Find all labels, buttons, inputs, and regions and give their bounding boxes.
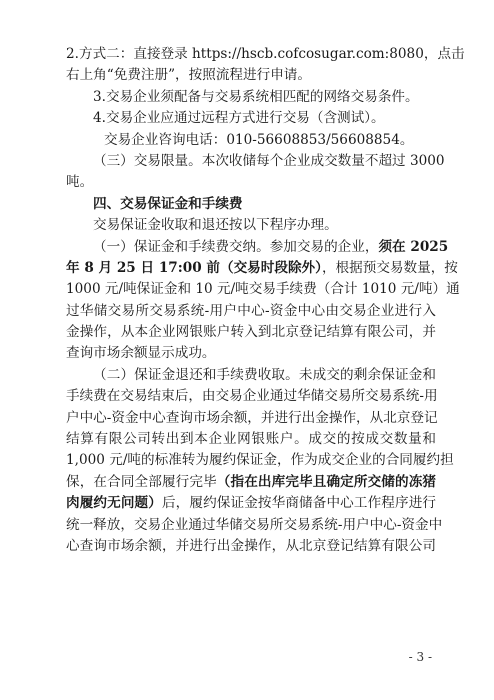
paragraph-line [66,237,449,258]
line-text: 保，在合同全部履行完毕 [66,473,217,490]
paragraph-line: 统一释放，交易企业通过华储交易所交易系统-用户中心-资金中 [66,516,443,533]
line-text: ，根据预交易数量，按 [321,259,458,276]
line-text: （一）保证金和手续费交纳。参加交易的企业， [93,238,379,255]
paragraph-line: 1,000 元/吨的标准转为履约保证金，作为成交企业的合同履约担 [66,452,454,469]
paragraph-line: 右上角“免费注册”，按照流程进行申请。 [66,67,311,84]
note-bold: 肉履约无问题） [66,495,162,512]
paragraph-line: 交易保证金收取和退还按以下程序办理。 [93,217,338,234]
paragraph-line [66,493,436,514]
paragraph-line: （三）交易限量。本次收储每个企业成交数量不超过 3000 [93,152,445,169]
page-number: - 3 - [408,650,432,664]
paragraph-line: （二）保证金退还和手续费收取。未成交的剩余保证金和 [93,366,436,383]
deadline-bold: 年 8 月 25 日 17:00 前（交易时段除外） [66,259,322,276]
paragraph-line: 金操作，从本企业网银账户转入到北京登记结算有限公司，并 [66,324,436,341]
paragraph-line [66,258,458,279]
line-text: 后，履约保证金按华商储备中心工作程序进行 [161,495,437,512]
note-bold: （指在出库完毕且确定所交储的冻猪 [216,473,437,490]
paragraph-line: 3.交易企业须配备与交易系统相匹配的网络交易条件。 [93,88,419,105]
paragraph-line: 2.方式二：直接登录 https://hscb.cofcosugar.com:8080，点击 [66,46,465,62]
contact-phone: 交易企业咨询电话：010-56608853/56608854。 [104,131,414,148]
paragraph-line: 过华储交易所交易系统-用户中心-资金中心由交易企业进行入 [66,302,436,319]
paragraph-line: 吨。 [66,174,94,191]
deadline-bold: 须在 2025 [378,238,449,255]
paragraph-line [66,472,436,493]
paragraph-line: 心查询市场余额，并进行出金操作，从北京登记结算有限公司 [66,537,436,554]
paragraph-line: 结算有限公司转出到本企业网银账户。成交的按成交数量和 [66,431,436,448]
section-heading: 四、交易保证金和手续费 [93,195,243,212]
paragraph-line: 1000 元/吨保证金和 10 元/吨交易手续费（合计 1010 元/吨）通 [66,281,460,298]
paragraph-line: 4.交易企业应通过远程方式进行交易（含测试）。 [93,110,385,127]
document-body [66,44,465,557]
paragraph-line: 手续费在交易结束后，由交易企业通过华储交易所交易系统-用 [66,388,438,405]
paragraph-line: 户中心-资金中心查询市场余额，并进行出金操作，从北京登记 [66,409,438,426]
paragraph-line: 查询市场余额显示成功。 [66,345,216,362]
